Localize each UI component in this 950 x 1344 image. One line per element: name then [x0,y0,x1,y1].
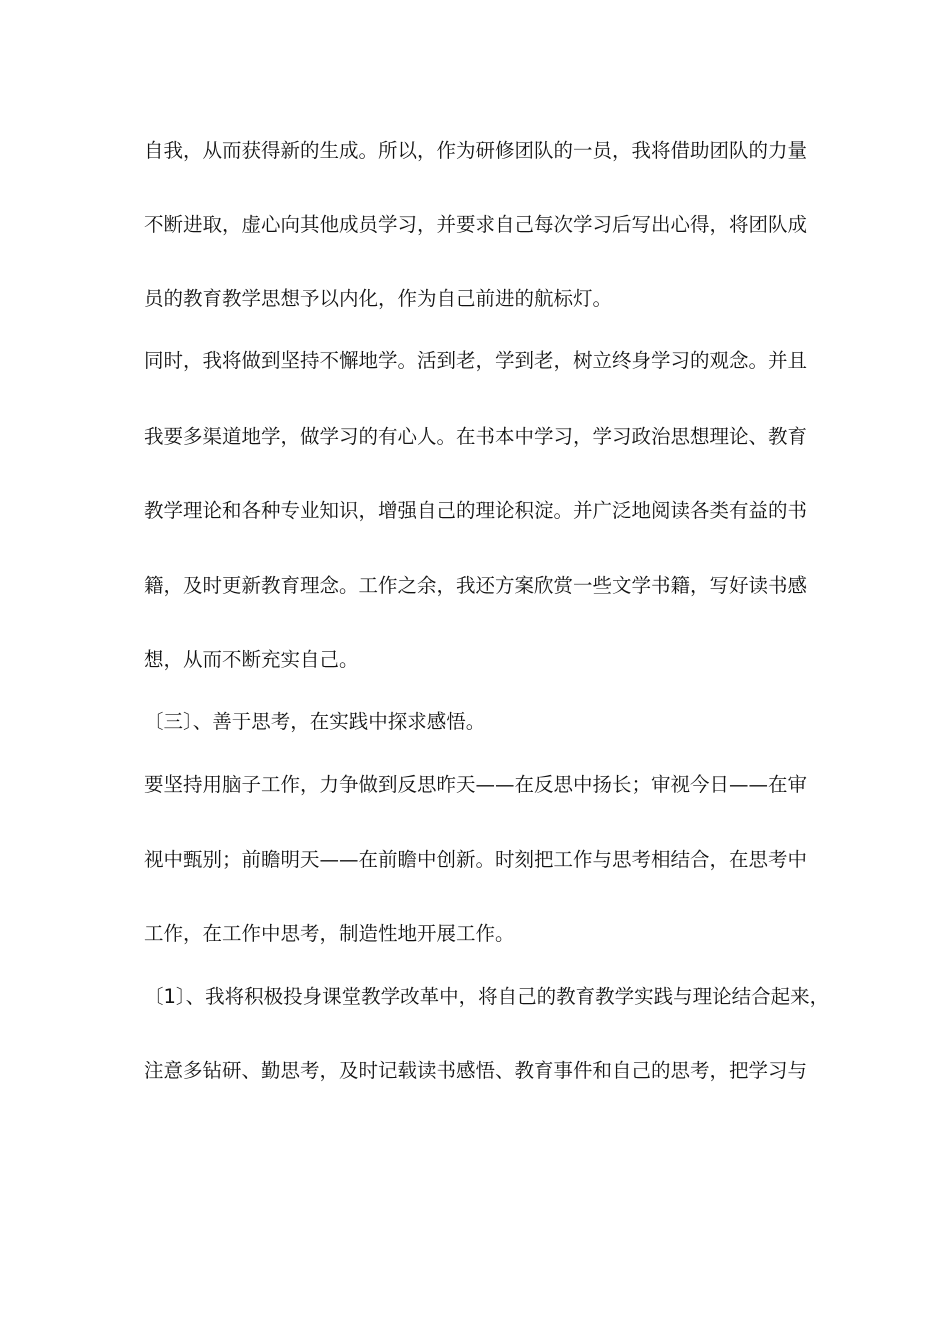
paragraph-line: 教学理论和各种专业知识，增强自己的理论积淀。并广泛地阅读各类有益的书 [144,499,808,522]
paragraph-line: 注意多钻研、勤思考，及时记载读书感悟、教育事件和自己的思考，把学习与 [144,1059,808,1082]
paragraph-line: 要坚持用脑子工作，力争做到反思昨天——在反思中扬长；审视今日——在审 [144,773,808,796]
paragraph-line: 籍，及时更新教育理念。工作之余，我还方案欣赏一些文学书籍，写好读书感 [144,574,808,597]
list-item-line: 〔1〕、我将积极投身课堂教学改革中，将自己的教育教学实践与理论结合起来， [144,985,830,1008]
paragraph-line: 员的教育教学思想予以内化，作为自己前进的航标灯。 [144,287,613,310]
paragraph-line: 不断进取，虚心向其他成员学习，并要求自己每次学习后写出心得，将团队成 [144,213,808,236]
paragraph-line: 视中甄别；前瞻明天——在前瞻中创新。时刻把工作与思考相结合，在思考中 [144,848,808,871]
paragraph-line: 自我，从而获得新的生成。所以，作为研修团队的一员，我将借助团队的力量 [144,139,808,162]
section-heading: 〔三〕、善于思考，在实践中探求感悟。 [144,710,486,733]
paragraph-line: 同时，我将做到坚持不懈地学。活到老，学到老，树立终身学习的观念。并且 [144,349,808,372]
paragraph-line: 想，从而不断充实自己。 [144,648,359,671]
paragraph-line: 工作，在工作中思考，制造性地开展工作。 [144,922,515,945]
paragraph-line: 我要多渠道地学，做学习的有心人。在书本中学习，学习政治思想理论、教育 [144,425,808,448]
